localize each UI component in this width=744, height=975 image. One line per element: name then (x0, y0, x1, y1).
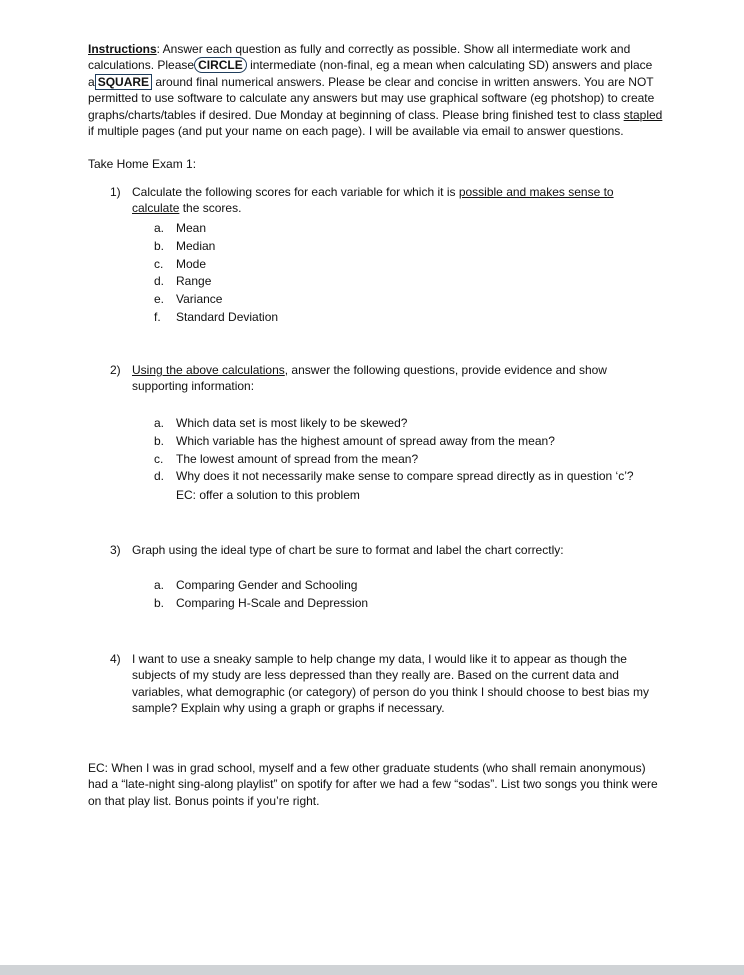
question-text-part: Calculate the following scores for each variable for which it is (132, 185, 459, 199)
item-label: e. (154, 292, 165, 307)
question-underlined-text: Using the above calculations (132, 363, 285, 377)
exam-title: Take Home Exam 1: (88, 157, 197, 171)
question-3 (110, 542, 655, 558)
item-label: a. (154, 221, 165, 235)
item-text: Which data set is most likely to be skewed? (176, 416, 408, 430)
final-extra-credit: EC: When I was in grad school, myself and a few other graduate students (who shall remain anonymous) had a “late-night sing-along playlist” on spotify for after we had a few “sodas”. List two songs you think were on that play list. Bonus points if you’re right. (88, 761, 658, 808)
item-text: Median (176, 238, 216, 253)
instructions-heading: Instructions (88, 42, 157, 56)
question-text: I want to use a sneaky sample to help change my data, I would like it to appear as though the subjects of my study are less depressed than they really are. Based on the current data and variables, what demographic (or category) of person do you think I should choose to best bias my sample? Explain why using a graph or graphs if necessary. (132, 652, 649, 716)
item-text: Mode (176, 256, 207, 271)
question-4 (110, 651, 655, 717)
item-text: Standard Deviation (176, 309, 279, 324)
question-1 (110, 184, 655, 217)
question-text (132, 184, 655, 217)
item-label: b. (154, 238, 165, 253)
instructions-text-1: : Answer each question as fully and correctly as possible. Show all intermediate work and calculations. Please (88, 42, 631, 73)
item-text: Which variable has the highest amount of spread away from the mean? (176, 433, 555, 448)
question-underlined-text: possible and makes sense to calculate (132, 185, 614, 216)
square-word: SQUARE (95, 74, 152, 90)
item-label: c. (154, 451, 164, 466)
item-label: a. (154, 578, 165, 592)
instructions-text-4: if multiple pages (and put your name on each page). I will be available via email to answer questions. (88, 124, 624, 139)
item-text: The lowest amount of spread from the mean? (176, 451, 419, 466)
instructions-text-2: intermediate (non-final, eg a mean when calculating SD) answers and place a (88, 58, 653, 89)
question-text-part: , answer the following questions, provide evidence and show supporting information: (132, 363, 607, 394)
question-number: 3) (110, 543, 121, 557)
item-text: Comparing Gender and Schooling (176, 578, 358, 592)
item-label: b. (154, 433, 165, 448)
item-label: b. (154, 595, 165, 610)
item-text: Mean (176, 221, 207, 235)
item-text: Comparing H-Scale and Depression (176, 595, 369, 610)
item-label: d. (154, 469, 165, 484)
question-text (132, 362, 655, 395)
instructions-paragraph (88, 41, 663, 139)
instructions-text-3: around final numerical answers. Please be clear and concise in written answers. You are NOT permitted to use software to calculate any answers but may use graphical software (eg photshop) to create graphs/charts/tables if desired. Due Monday at beginning of class. Please bring finished test to class (88, 74, 655, 122)
question-text: Graph using the ideal type of chart be sure to format and label the chart correctly: (132, 543, 564, 557)
question-2 (110, 362, 655, 395)
question-text-part: the scores. (179, 201, 242, 216)
question-number: 2) (110, 363, 121, 377)
stapled-word: stapled (623, 107, 663, 122)
item-label: a. (154, 416, 165, 430)
item-label: c. (154, 256, 164, 271)
bottom-scroll-bar (0, 965, 744, 975)
question-number: 4) (110, 652, 121, 666)
question-2-extra-credit: EC: offer a solution to this problem (176, 488, 360, 502)
item-label: d. (154, 274, 165, 289)
item-text: Variance (176, 292, 223, 307)
item-text: Why does it not necessarily make sense to compare spread directly as in question ‘c’? (176, 469, 634, 484)
circle-word: CIRCLE (194, 57, 247, 73)
item-text: Range (176, 274, 212, 289)
item-label: f. (154, 309, 161, 324)
question-number: 1) (110, 185, 121, 199)
